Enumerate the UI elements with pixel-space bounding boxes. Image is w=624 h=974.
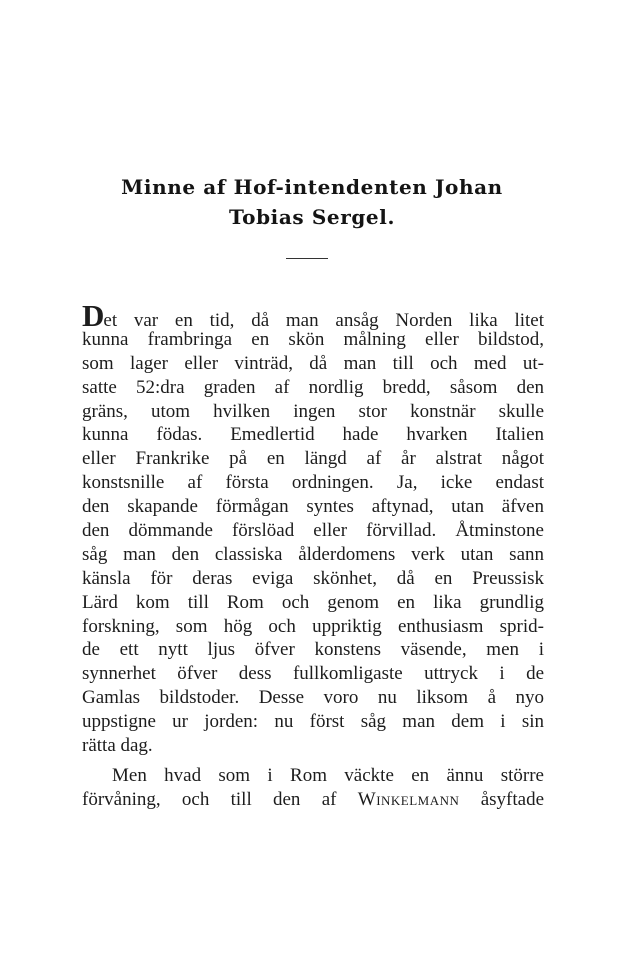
drop-cap: D bbox=[82, 298, 104, 333]
text-line: Lärd kom till Rom och genom en lika grundlig bbox=[82, 591, 544, 613]
text-line: rätta dag. bbox=[82, 735, 153, 757]
text-line: konstsnille af första ordningen. Ja, icke endast bbox=[82, 472, 544, 494]
text-line: kunna frambringa en skön målning eller bildstod, bbox=[82, 328, 544, 350]
text-line: såg man den classiska ålderdomens verk utan sann bbox=[82, 543, 544, 565]
text-line: satte 52:dra graden af nordlig bredd, såsom den bbox=[82, 376, 544, 398]
text-line: som lager eller vinträd, då man till och med ut- bbox=[82, 352, 544, 374]
title-divider bbox=[286, 258, 328, 259]
chapter-title-line-1: Minne af Hof-intendenten Johan bbox=[121, 175, 503, 199]
text-line: kunna födas. Emedlertid hade hvarken Italien bbox=[82, 424, 544, 446]
chapter-title-line-2: Tobias Sergel. bbox=[228, 205, 396, 229]
text-line: synnerhet öfver dess fullkomligaste uttryck i de bbox=[82, 663, 544, 685]
paragraph-2-line-2-after: åsyftade bbox=[480, 788, 545, 810]
chapter-title bbox=[80, 172, 544, 232]
paragraph-2-line-2 bbox=[82, 788, 544, 812]
text-line: de ett nytt ljus öfver konstens väsende, men i bbox=[82, 639, 544, 661]
author-name-winkelmann: Winkelmann bbox=[357, 788, 460, 810]
text-line: forskning, som hög och uppriktig enthusiasm sprid- bbox=[82, 615, 544, 637]
text-line: känsla för deras eviga skönhet, då en Preussisk bbox=[82, 567, 544, 589]
text-line: den dömmande förslöad eller förvillad. Åtminstone bbox=[82, 520, 544, 542]
paragraph-2-line-2-before: förvåning, och till den af bbox=[82, 788, 337, 810]
paragraph-1-line-1-text: et var en tid, då man ansåg Norden lika litet bbox=[103, 310, 544, 331]
text-line: eller Frankrike på en längd af år alstrat något bbox=[82, 448, 544, 470]
text-line: den skapande förmågan syntes aftynad, utan äfven bbox=[82, 496, 544, 518]
paragraph-2 bbox=[82, 764, 544, 812]
paragraph-2-line-1: Men hvad som i Rom väckte en ännu större bbox=[112, 765, 544, 786]
text-line: gräns, utom hvilken ingen stor konstnär skulle bbox=[82, 400, 544, 422]
paragraph-1-line-1 bbox=[82, 298, 544, 333]
text-line: uppstigne ur jorden: nu först såg man dem i sin bbox=[82, 711, 544, 733]
text-line: Gamlas bildstoder. Desse voro nu liksom å nyo bbox=[82, 687, 544, 709]
paragraph-1 bbox=[82, 298, 544, 758]
